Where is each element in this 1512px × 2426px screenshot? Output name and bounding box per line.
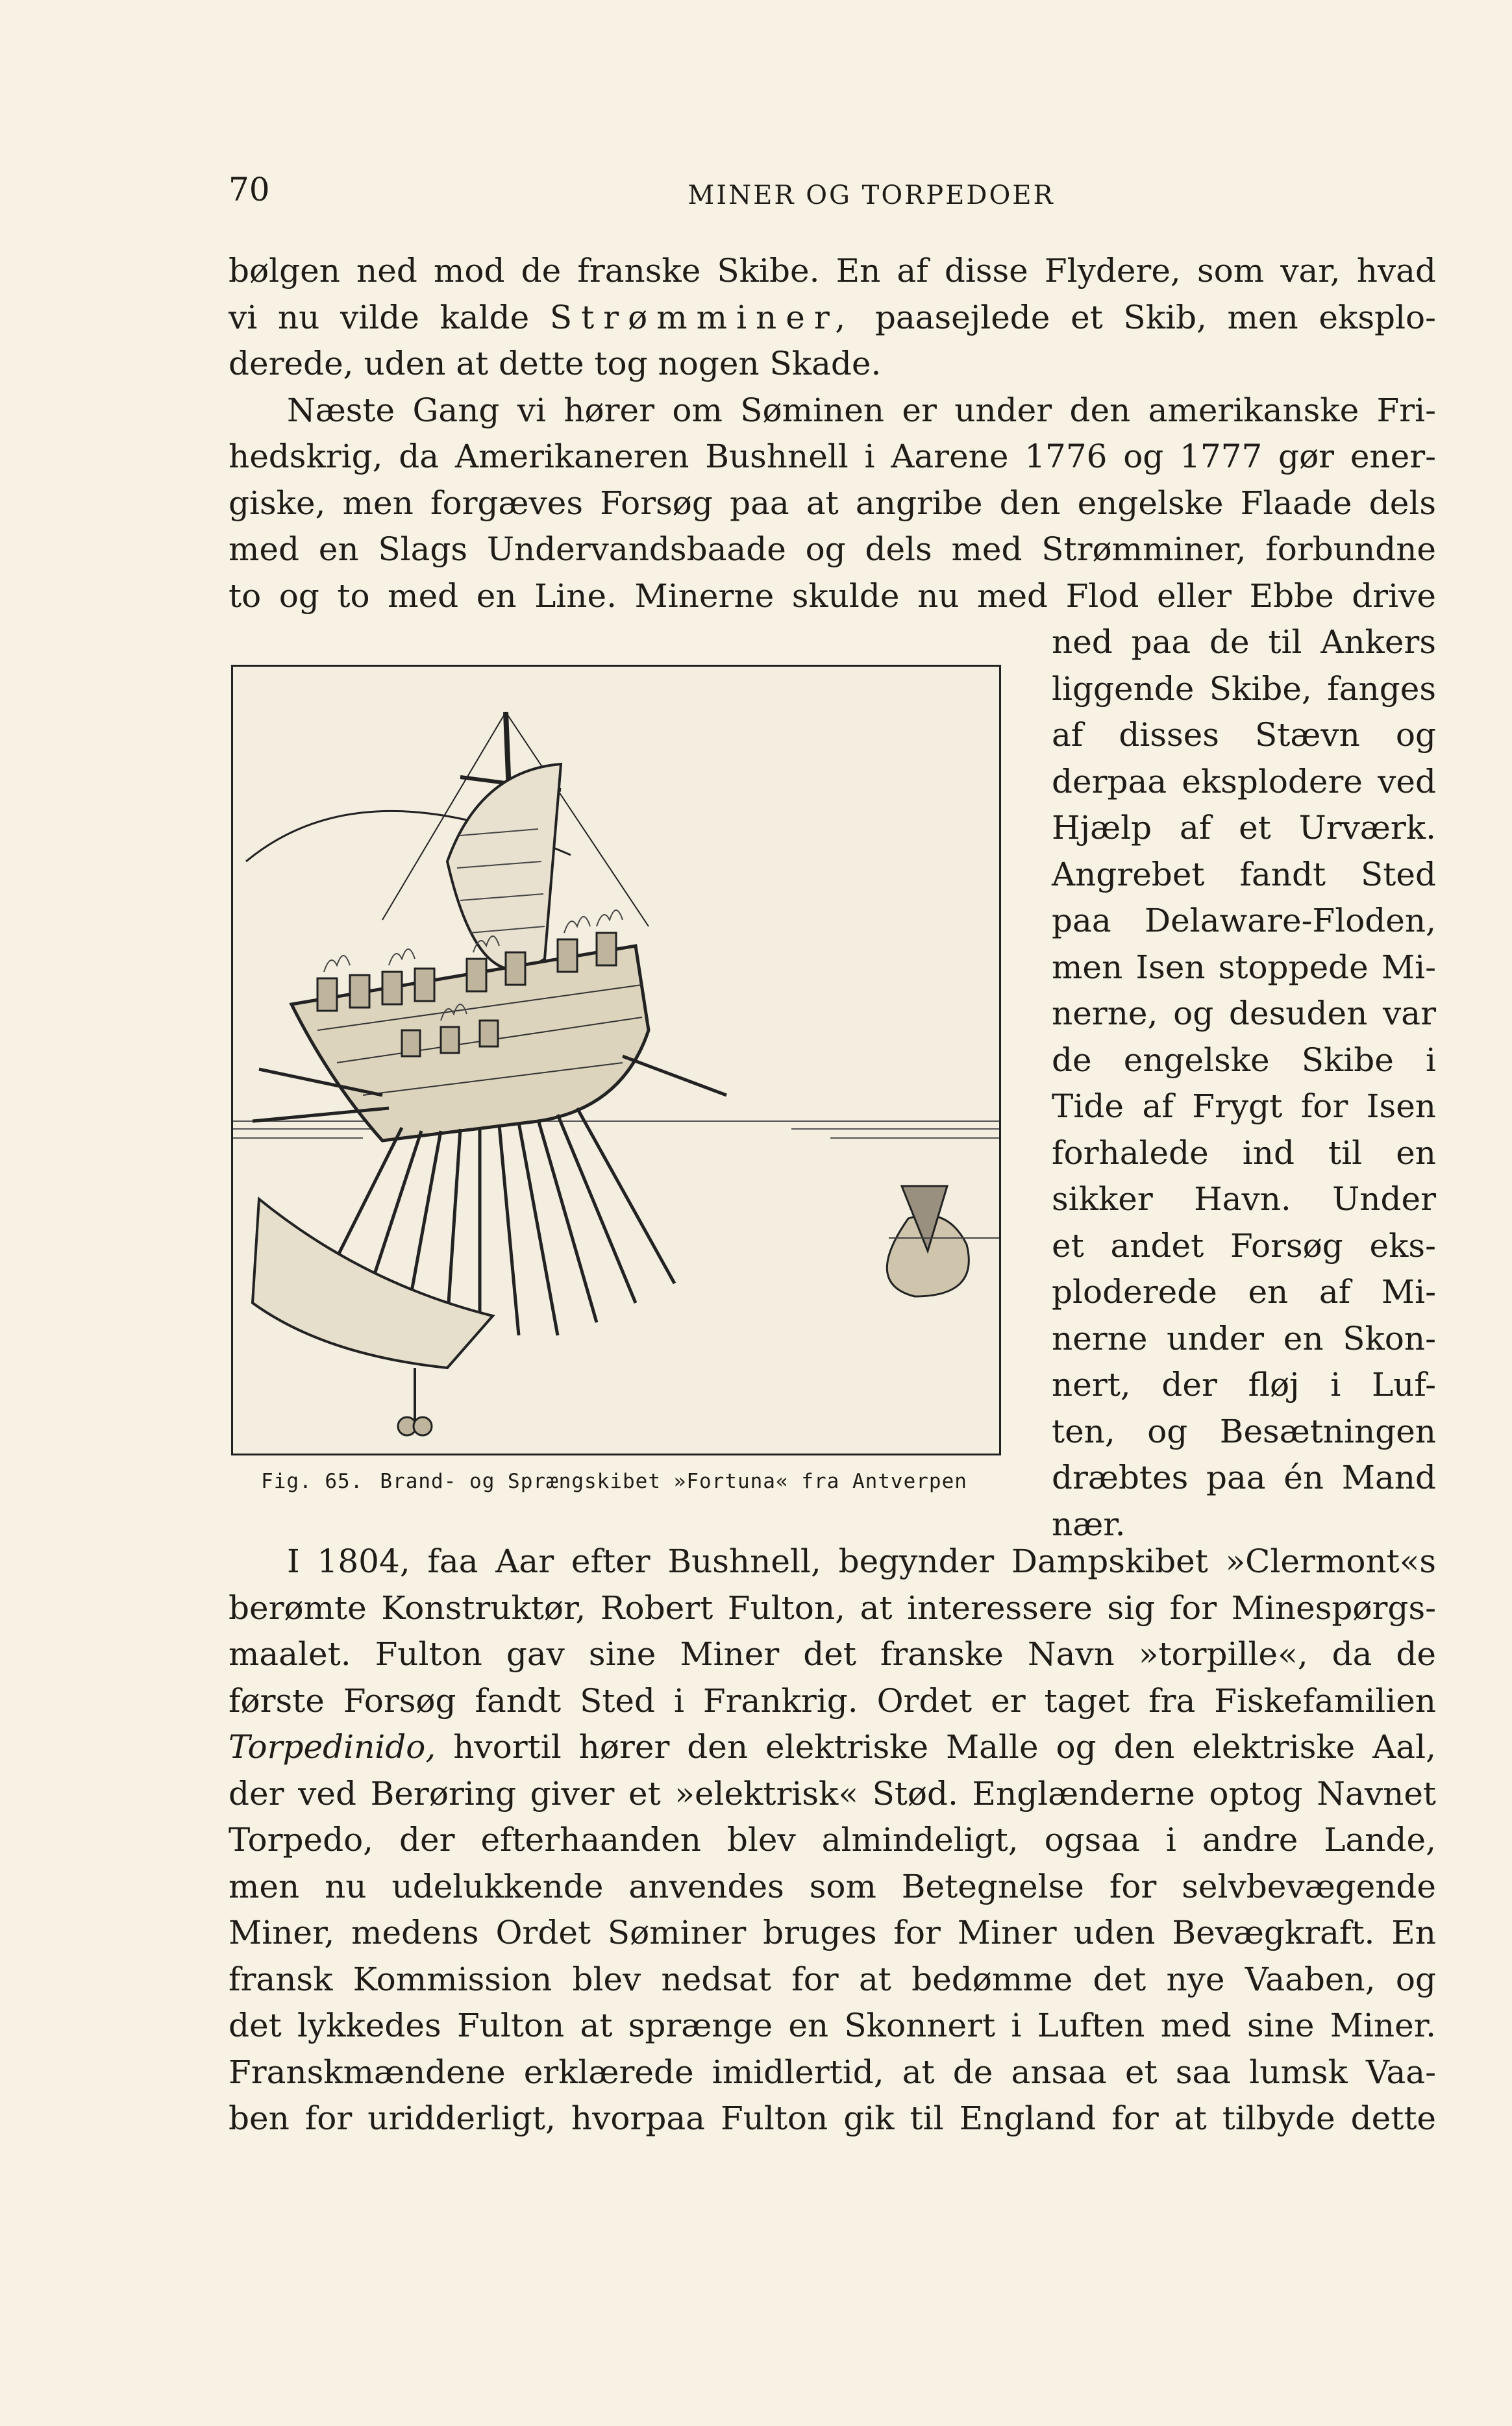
text-line: dræbtes paa én Mand (1052, 1459, 1436, 1496)
text-line: nerne under en Skon- (1052, 1319, 1436, 1357)
text-line: men Isen stoppede Mi- (1052, 948, 1436, 986)
text-line: Næste Gang vi hører om Søminen er under den amerikanske Fri- (287, 391, 1436, 429)
ship-illustration (231, 665, 1001, 1455)
text-line: berømte Konstruktør, Robert Fulton, at interessere sig for Minespørgs- (229, 1589, 1436, 1627)
page-number: 70 (229, 171, 270, 208)
figure-caption-text: Brand- og Sprængskibet »Fortuna« fra Antverpen (380, 1470, 967, 1493)
text-line: Angrebet fandt Sted (1052, 855, 1436, 893)
text-line: nert, der fløj i Luf- (1052, 1366, 1436, 1404)
text-line: men nu udelukkende anvendes som Betegnelse for selvbevægende (229, 1867, 1436, 1905)
paragraph-bottom (229, 1539, 1436, 2142)
text-line: ten, og Besætningen (1052, 1412, 1436, 1450)
text-line: Franskmændene erklærede imidlertid, at de ansaa et saa lumsk Vaa- (229, 2053, 1436, 2091)
text-line: Torpedo, der efterhaanden blev almindeligt, ogsaa i andre Lande, (229, 1821, 1436, 1859)
paragraph-top (229, 248, 1436, 619)
figure-label: Fig. 65. (261, 1470, 364, 1493)
text-line (229, 1724, 1436, 1771)
emphasized-term: Strømminer, (549, 298, 855, 336)
text-line: ploderede en af Mi- (1052, 1273, 1436, 1311)
text-line: nerne, og desuden var (1052, 995, 1436, 1032)
text-line: derede, uden at dette tog nogen Skade. (229, 345, 882, 382)
paragraph-side (1052, 619, 1436, 1548)
text-line: første Forsøg fandt Sted i Frankrig. Ordet er taget fra Fiskefamilien (229, 1681, 1436, 1720)
text-fragment: vi nu vilde kalde (229, 298, 530, 336)
text-line: det lykkedes Fulton at sprænge en Skonnert i Luften med sine Miner. (229, 2007, 1436, 2044)
text-line: nær. (1052, 1505, 1126, 1543)
text-fragment: hvortil hører den elektriske Malle og den elektriske Aal, (453, 1728, 1436, 1766)
text-line: Miner, medens Ordet Søminer bruges for Miner uden Bevægkraft. En (229, 1914, 1436, 1951)
text-line: der ved Berøring giver et »elektrisk« Stød. Englænderne optog Navnet (229, 1774, 1436, 1813)
text-line: maalet. Fulton gav sine Miner det franske Navn »torpille«, da de (229, 1635, 1436, 1673)
text-line: af disses Stævn og (1052, 716, 1436, 754)
text-line: fransk Kommission blev nedsat for at bedømme det nye Vaaben, og (229, 1960, 1436, 1998)
text-line: ned paa de til Ankers (1052, 623, 1436, 661)
text-line: ben for uridderligt, hvorpaa Fulton gik til England for at tilbyde dette (229, 2099, 1436, 2137)
text-line: I 1804, faa Aar efter Bushnell, begynder Dampskibet »Clermont«s (287, 1542, 1436, 1580)
italic-term: Torpedinido, (229, 1728, 436, 1766)
text-line: Hjælp af et Urværk. (1052, 809, 1436, 847)
text-line: forhalede ind til en (1052, 1133, 1436, 1172)
text-line: et andet Forsøg eks- (1052, 1226, 1436, 1265)
text-line (229, 295, 1436, 341)
text-fragment: paasejlede et Skib, men eksplo- (874, 298, 1436, 336)
text-line: med en Slags Undervandsbaade og dels med Strømminer, forbundne (229, 530, 1436, 568)
text-line: de engelske Skibe i (1052, 1041, 1436, 1079)
ship-engraving-drawing (233, 667, 999, 1454)
text-line: bølgen ned mod de franske Skibe. En af disse Flydere, som var, hvad (229, 252, 1436, 290)
page-header (229, 170, 1436, 216)
text-line: sikker Havn. Under (1052, 1180, 1436, 1218)
figure-caption (231, 1468, 997, 1494)
running-title: MINER OG TORPEDOER (688, 180, 1055, 210)
text-line: paa Delaware-Floden, (1052, 902, 1436, 939)
text-line: giske, men forgæves Forsøg paa at angribe den engelske Flaade dels (229, 484, 1436, 522)
text-line: derpaa eksplodere ved (1052, 762, 1436, 800)
text-line: hedskrig, da Amerikaneren Bushnell i Aarene 1776 og 1777 gør ener- (229, 438, 1436, 475)
text-line: Tide af Frygt for Isen (1052, 1087, 1436, 1125)
text-line: liggende Skibe, fanges (1052, 669, 1436, 708)
text-line: to og to med en Line. Minerne skulde nu med Flod eller Ebbe drive (229, 576, 1436, 615)
